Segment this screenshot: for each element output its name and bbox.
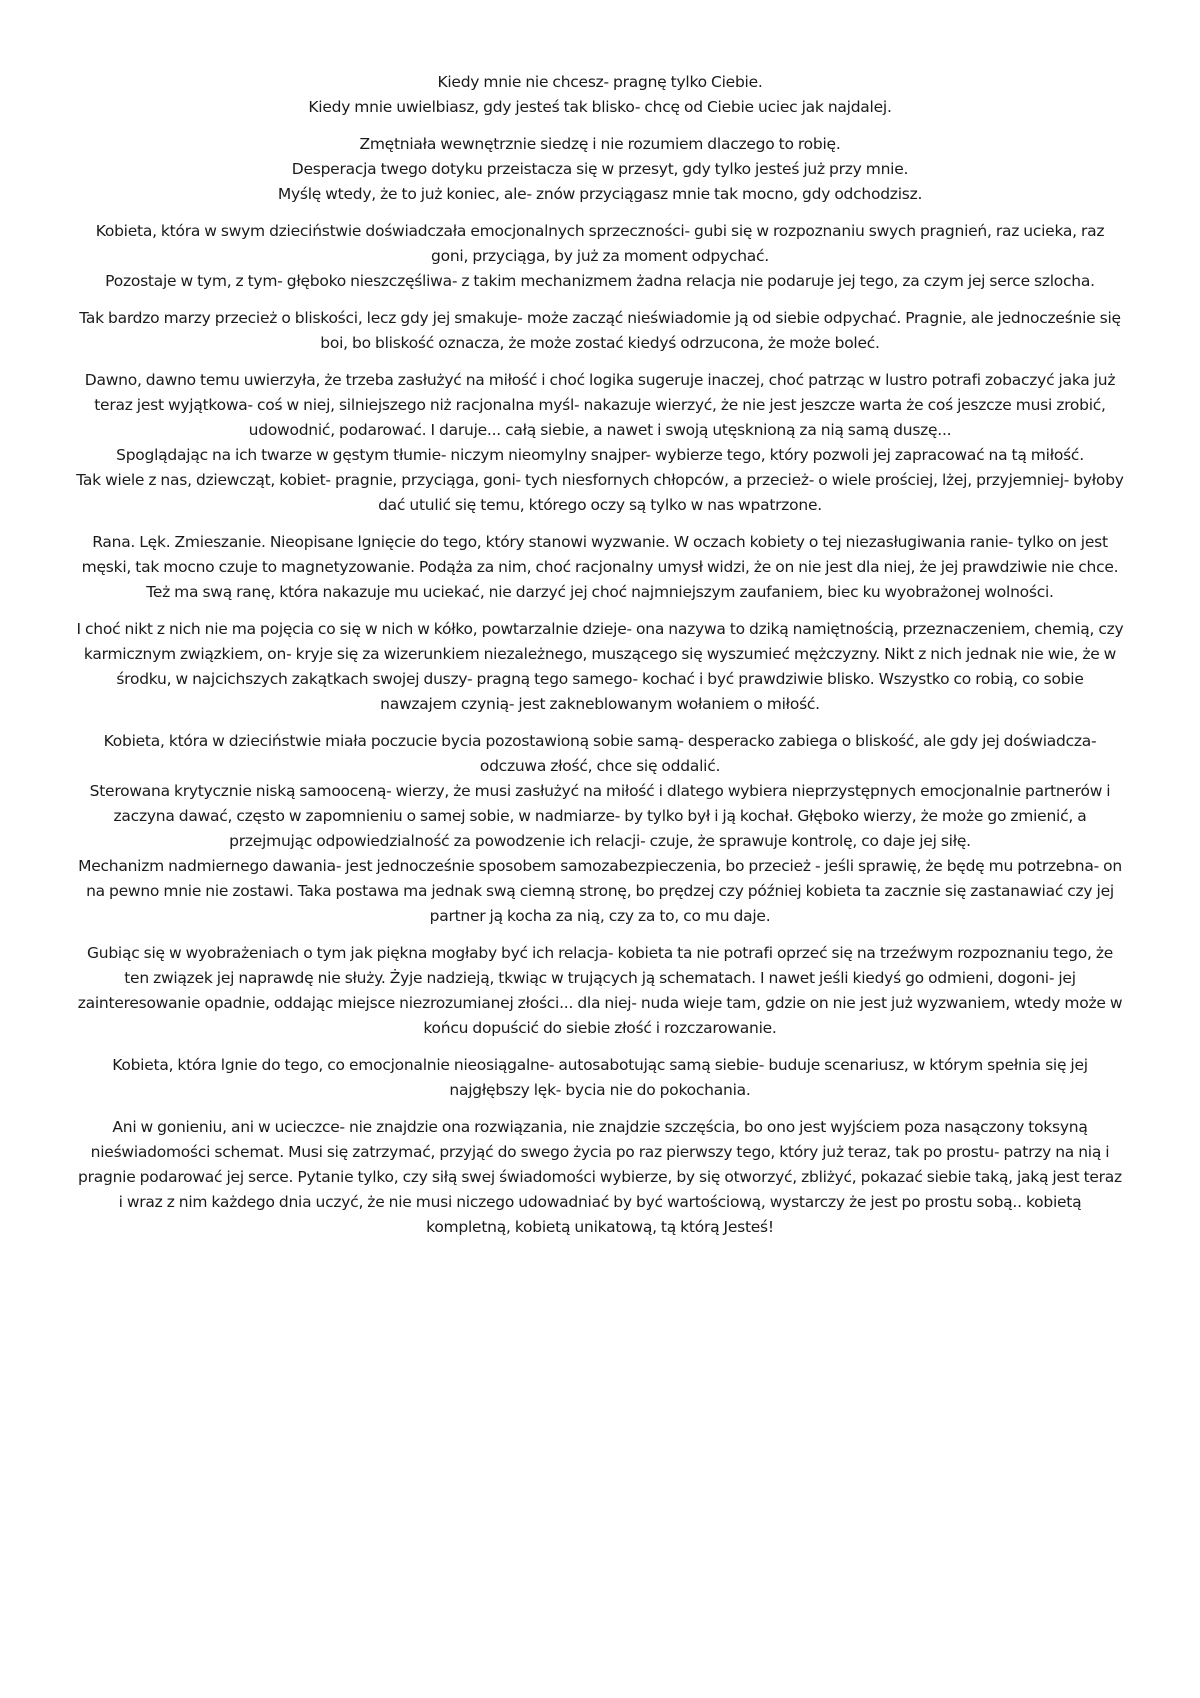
paragraph-7 xyxy=(76,617,1124,717)
paragraph-6 xyxy=(76,530,1124,605)
text-line: Zmętniała wewnętrznie siedzę i nie rozumiem dlaczego to robię. xyxy=(359,135,841,153)
text-line: I choć nikt z nich nie ma pojęcia co się w nich w kółko, powtarzalnie dzieje- ona nazywa to dziką namiętnością, przeznaczeniem, chemią, czy karmicznym związkiem, on- kryje się za wizerunkiem niezależnego, muszącego się wyszumieć mężczyzny. Nikt z nich jednak nie wie, że w środku, w najcichszych zakątkach swojej duszy- pragną tego samego- kochać i być prawdziwie blisko. Wszystko co robią, co sobie nawzajem czynią- jest zakneblowanym wołaniem o miłość. xyxy=(76,620,1124,713)
text-line: Kiedy mnie nie chcesz- pragnę tylko Ciebie. xyxy=(437,73,763,91)
text-line: Kobieta, która w dzieciństwie miała poczucie bycia pozostawioną sobie samą- desperacko zabiega o bliskość, ale gdy jej doświadcza- odczuwa złość, chce się oddalić. xyxy=(103,732,1097,775)
text-line: Mechanizm nadmiernego dawania- jest jednocześnie sposobem samozabezpieczenia, bo przecież - jeśli sprawię, że będę mu potrzebna- on na pewno mnie nie zostawi. Taka postawa ma jednak swą ciemną stronę, bo prędzej czy później kobieta ta zacznie się zastanawiać czy jej partner ją kocha za nią, czy za to, co mu daje. xyxy=(78,857,1122,925)
text-line: Spoglądając na ich twarze w gęstym tłumie- niczym nieomylny snajper- wybierze tego, który pozwoli jej zapracować na tą miłość. xyxy=(116,446,1084,464)
paragraph-4 xyxy=(76,306,1124,356)
text-line: Myślę wtedy, że to już koniec, ale- znów przyciągasz mnie tak mocno, gdy odchodzisz. xyxy=(277,185,923,203)
paragraph-8 xyxy=(76,729,1124,929)
text-line: Kobieta, która w swym dzieciństwie doświadczała emocjonalnych sprzeczności- gubi się w rozpoznaniu swych pragnień, raz ucieka, raz goni, przyciąga, by już za moment odpychać. xyxy=(95,222,1105,265)
document-page xyxy=(76,70,1124,1240)
paragraph-10 xyxy=(76,1053,1124,1103)
paragraph-9 xyxy=(76,941,1124,1041)
text-line: Tak bardzo marzy przecież o bliskości, lecz gdy jej smakuje- może zacząć nieświadomie ją od siebie odpychać. Pragnie, ale jednocześnie się boi, bo bliskość oznacza, że może zostać kiedyś odrzucona, że może boleć. xyxy=(79,309,1121,352)
paragraph-3 xyxy=(76,219,1124,294)
paragraph-11 xyxy=(76,1115,1124,1240)
text-line: Rana. Lęk. Zmieszanie. Nieopisane lgnięcie do tego, który stanowi wyzwanie. W oczach kobiety o tej niezasługiwania ranie- tylko on jest męski, tak mocno czuje to magnetyzowanie. Podąża za nim, choć racjonalny umysł widzi, że on nie jest dla niej, że jej prawdziwie nie chce. Też ma swą ranę, która nakazuje mu uciekać, nie darzyć jej choć najmniejszym zaufaniem, biec ku wyobrażonej wolności. xyxy=(81,533,1119,601)
text-line: Pozostaje w tym, z tym- głęboko nieszczęśliwa- z takim mechanizmem żadna relacja nie podaruje jej tego, za czym jej serce szlocha. xyxy=(105,272,1095,290)
text-line: Sterowana krytycznie niską samooceną- wierzy, że musi zasłużyć na miłość i dlatego wybiera nieprzystępnych emocjonalnie partnerów i zaczyna dawać, często w zapomnieniu o samej sobie, w nadmiarze- by tylko był i ją kochał. Głęboko wierzy, że może go zmienić, a przejmując odpowiedzialność za powodzenie ich relacji- czuje, że sprawuje kontrolę, co daje jej siłę. xyxy=(89,782,1111,850)
text-line: Kiedy mnie uwielbiasz, gdy jesteś tak blisko- chcę od Ciebie uciec jak najdalej. xyxy=(308,98,892,116)
paragraph-5 xyxy=(76,368,1124,518)
text-line: Dawno, dawno temu uwierzyła, że trzeba zasłużyć na miłość i choć logika sugeruje inaczej, choć patrząc w lustro potrafi zobaczyć jaka już teraz jest wyjątkowa- coś w niej, silniejszego niż racjonalna myśl- nakazuje wierzyć, że nie jest jeszcze warta że coś jeszcze musi zrobić, udowodnić, podarować. I daruje... całą siebie, a nawet i swoją utęsknioną za nią samą duszę... xyxy=(84,371,1116,439)
paragraph-2 xyxy=(76,132,1124,207)
text-line: Ani w gonieniu, ani w ucieczce- nie znajdzie ona rozwiązania, nie znajdzie szczęścia, bo ono jest wyjściem poza nasączony toksyną nieświadomości schemat. Musi się zatrzymać, przyjąć do swego życia po raz pierwszy tego, który już teraz, tak po prostu- patrzy na nią i pragnie podarować jej serce. Pytanie tylko, czy siłą swej świadomości wybierze, by się otworzyć, zbliżyć, pokazać siebie taką, jaką jest teraz i wraz z nim każdego dnia uczyć, że nie musi niczego udowadniać by być wartościową, wystarczy że jest po prostu sobą.. kobietą kompletną, kobietą unikatową, tą którą Jesteś! xyxy=(78,1118,1122,1236)
text-line: Desperacja twego dotyku przeistacza się w przesyt, gdy tylko jesteś już przy mnie. xyxy=(291,160,909,178)
text-line: Kobieta, która lgnie do tego, co emocjonalnie nieosiągalne- autosabotując samą siebie- buduje scenariusz, w którym spełnia się jej najgłębszy lęk- bycia nie do pokochania. xyxy=(112,1056,1088,1099)
text-line: Gubiąc się w wyobrażeniach o tym jak piękna mogłaby być ich relacja- kobieta ta nie potrafi oprzeć się na trzeźwym rozpoznaniu tego, że ten związek jej naprawdę nie służy. Żyje nadzieją, tkwiąc w trujących ją schematach. I nawet jeśli kiedyś go odmieni, dogoni- jej zainteresowanie opadnie, oddając miejsce niezrozumianej złości... dla niej- nuda wieje tam, gdzie on nie jest już wyzwaniem, wtedy może w końcu dopuścić do siebie złość i rozczarowanie. xyxy=(77,944,1123,1037)
paragraph-1 xyxy=(76,70,1124,120)
text-line: Tak wiele z nas, dziewcząt, kobiet- pragnie, przyciąga, goni- tych niesfornych chłopców, a przecież- o wiele prościej, lżej, przyjemniej- byłoby dać utulić się temu, którego oczy są tylko w nas wpatrzone. xyxy=(76,471,1124,514)
